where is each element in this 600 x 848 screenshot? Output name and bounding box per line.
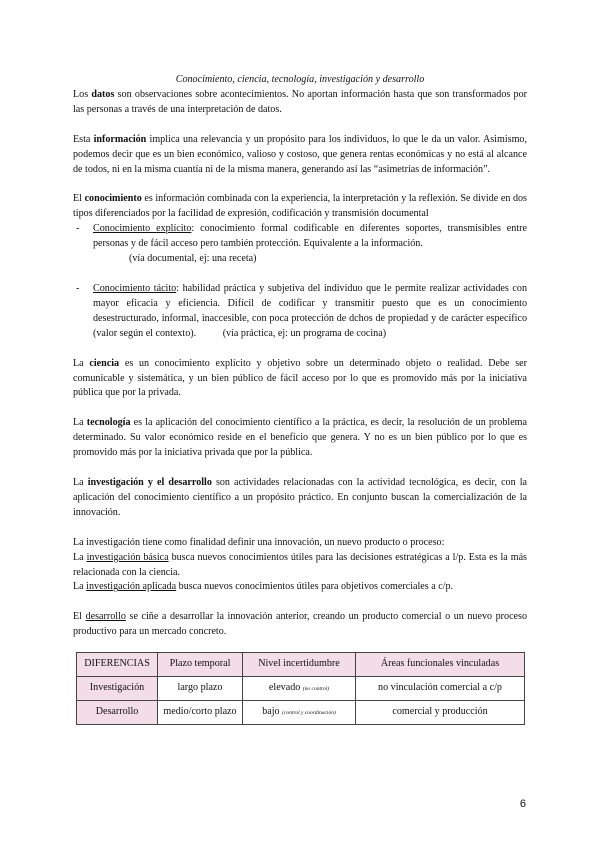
table-cell: medio/corto plazo bbox=[158, 701, 243, 725]
paragraph-aplicada bbox=[73, 580, 527, 595]
page-number: 6 bbox=[519, 798, 526, 810]
paragraph-id bbox=[73, 476, 527, 521]
text: El bbox=[73, 611, 86, 623]
term-aplicada: investigación aplicada bbox=[86, 581, 177, 593]
conocimiento-list bbox=[73, 222, 527, 267]
cell-text: elevado bbox=[268, 681, 301, 693]
note-explicito: (vía documental, ej: una receta) bbox=[129, 253, 257, 265]
paragraph-basica bbox=[73, 551, 527, 581]
text: Esta bbox=[73, 133, 94, 145]
table-cell: comercial y producción bbox=[356, 701, 525, 725]
term-desarrollo: desarrollo bbox=[85, 611, 126, 623]
bullet: - bbox=[76, 282, 80, 294]
paragraph-desarrollo bbox=[73, 610, 527, 640]
term-tacito: Conocimiento tácito bbox=[93, 282, 177, 294]
table-cell: largo plazo bbox=[158, 677, 243, 701]
text: La bbox=[73, 551, 87, 563]
cell-note: (control y coordinación) bbox=[282, 709, 336, 716]
text: implica una relevancia y un propósito para los individuos, lo que le da un valor. Asimismo, podemos decir que es un bien económico, valioso y costoso, que genera rentas económicas y no está al alcance de todos, ni en la misma cuantía ni de la misma manera, generando así las “asimetrías de información”. bbox=[73, 133, 527, 175]
table-header-row bbox=[77, 653, 525, 677]
table-row bbox=[77, 677, 525, 701]
table-header: Plazo temporal bbox=[158, 653, 243, 677]
bullet: - bbox=[76, 223, 80, 235]
text: La bbox=[73, 357, 90, 369]
list-item-explicito bbox=[73, 222, 527, 267]
page-title: Conocimiento, ciencia, tecnología, investigación y desarrollo bbox=[175, 74, 425, 85]
term-ciencia: ciencia bbox=[89, 357, 120, 369]
table-row bbox=[77, 701, 525, 725]
table-header: Áreas funcionales vinculadas bbox=[356, 653, 525, 677]
paragraph-investigacion: La investigación tiene como finalidad definir una innovación, un nuevo producto o proceso: bbox=[73, 536, 445, 548]
paragraph-informacion bbox=[73, 133, 527, 178]
text: busca nuevos conocimientos útiles para objetivos comerciales a c/p. bbox=[176, 581, 454, 593]
text: La bbox=[73, 477, 88, 489]
paragraph-ciencia bbox=[73, 357, 527, 402]
table-cell bbox=[243, 677, 356, 701]
term-basica: investigación básica bbox=[86, 551, 169, 563]
text: El bbox=[73, 193, 85, 205]
table-cell bbox=[243, 701, 356, 725]
text: La bbox=[73, 581, 87, 593]
term-id: investigación y el desarrollo bbox=[87, 477, 212, 489]
note-tacito: (vía práctica, ej: un programa de cocina) bbox=[222, 327, 387, 339]
text: son actividades relacionadas con la actividad tecnológica, es decir, con la aplicación del conocimiento científico a un propósito práctico. En conjunto buscan la comercialización de la innovación. bbox=[73, 477, 527, 518]
term-explicito: Conocimiento explícito bbox=[93, 223, 192, 235]
table-header: Nivel incertidumbre bbox=[243, 653, 356, 677]
text: busca nuevos conocimientos útiles para las decisiones estratégicas a l/p. Esta es la más relacionada con la ciencia. bbox=[73, 551, 527, 578]
paragraph-conocimiento bbox=[73, 192, 527, 222]
paragraph-datos bbox=[73, 88, 527, 118]
text: : habilidad práctica y subjetiva del individuo que le permite realizar actividades con mayor eficacia y eficiencia. Difícil de codificar y transmitir puesto que es un conocimiento desestructurado, informal, inaccesible, con poca protección de dchos de propiedad y de carácter específico (valor según el contexto). bbox=[93, 282, 527, 339]
list-item-tacito bbox=[73, 282, 527, 342]
text: son observaciones sobre acontecimientos. No aportan información hasta que son transformados por las personas a través de una interpretación de datos. bbox=[73, 88, 527, 115]
text: es información combinada con la experiencia, la interpretación y la reflexión. Se divide en dos tipos diferenciados por la facilidad de expresión, codificación y transmisión documental bbox=[73, 193, 527, 220]
text: La bbox=[73, 417, 87, 429]
text: es la aplicación del conocimiento científico a la práctica, es decir, la resolución de un problema determinado. Su valor económico reside en el beneficio que genera. Y no es un bien público por lo que es promovido más por la iniciativa privada que por la pública. bbox=[73, 417, 528, 459]
term-datos: datos bbox=[91, 88, 115, 100]
term-informacion: información bbox=[93, 133, 147, 145]
conocimiento-list-2 bbox=[73, 282, 527, 342]
text: es un conocimiento explícito y objetivo sobre un determinado objeto o realidad. Debe ser comunicable y sistemática, y un bien público de fácil acceso por lo que es promovido más por la iniciativa pública que por la privada. bbox=[73, 357, 528, 399]
cell-text: bajo bbox=[262, 705, 280, 717]
table-header: DIFERENCIAS bbox=[77, 653, 158, 677]
table-row-label: Desarrollo bbox=[77, 701, 158, 725]
cell-note: (no control) bbox=[302, 685, 330, 692]
text: Los bbox=[73, 88, 92, 100]
table-cell: no vinculación comercial a c/p bbox=[356, 677, 525, 701]
term-tecnologia: tecnología bbox=[86, 417, 131, 429]
text: : conocimiento formal codificable en diferentes soportes, transmisibles entre personas y de fácil acceso pero también protección. Equivalente a la información. bbox=[93, 223, 527, 250]
differences-table bbox=[76, 652, 525, 725]
term-conocimiento: conocimiento bbox=[84, 193, 142, 205]
paragraph-tecnologia bbox=[73, 416, 527, 461]
document-page bbox=[73, 73, 527, 725]
table-row-label: Investigación bbox=[77, 677, 158, 701]
text: se ciñe a desarrollar la innovación anterior, creando un producto comercial o un nuevo proceso productivo para un mercado concreto. bbox=[73, 611, 528, 638]
